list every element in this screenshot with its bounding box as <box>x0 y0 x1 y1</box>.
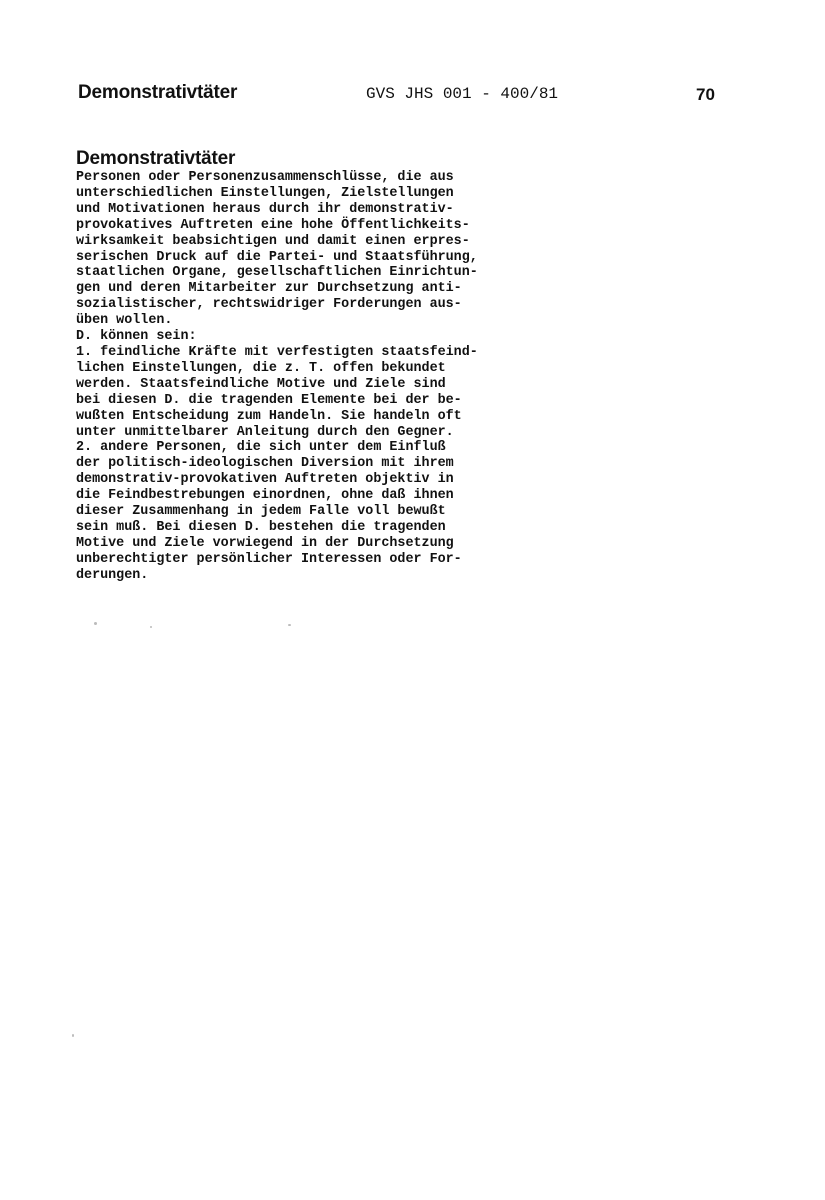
body-line: serischen Druck auf die Partei- und Staatsführung, <box>76 249 478 265</box>
body-line: sein muß. Bei diesen D. bestehen die tragenden <box>76 519 446 535</box>
running-header-title: Demonstrativtäter <box>78 82 238 103</box>
page-number: 70 <box>696 85 715 104</box>
body-line: 2. andere Personen, die sich unter dem Einfluß <box>76 440 446 456</box>
body-line: üben wollen. <box>76 313 173 329</box>
body-line: der politisch-ideologischen Diversion mit ihrem <box>76 456 454 472</box>
body-line: 1. feindliche Kräfte mit verfestigten staatsfeind- <box>76 344 478 360</box>
scan-speck <box>94 622 97 625</box>
entry-body <box>76 170 576 584</box>
body-line: unterschiedlichen Einstellungen, Zielstellungen <box>76 185 454 201</box>
body-line: D. können sein: <box>76 329 197 345</box>
scan-speck <box>72 1034 74 1037</box>
body-line: provokatives Auftreten eine hohe Öffentlichkeits- <box>76 217 470 233</box>
body-line: staatlichen Organe, gesellschaftlichen Einrichtun- <box>76 265 478 281</box>
body-line: werden. Staatsfeindliche Motive und Ziele sind <box>76 376 446 392</box>
body-line: wußten Entscheidung zum Handeln. Sie handeln oft <box>76 408 462 424</box>
scan-speck <box>150 626 152 628</box>
body-line: unter unmittelbarer Anleitung durch den Gegner. <box>76 424 454 440</box>
body-line: demonstrativ-provokativen Auftreten objektiv in <box>76 472 454 488</box>
body-line: und Motivationen heraus durch ihr demonstrativ- <box>76 201 454 217</box>
body-line: dieser Zusammenhang in jedem Falle voll bewußt <box>76 504 446 520</box>
body-line: lichen Einstellungen, die z. T. offen bekundet <box>76 360 446 376</box>
body-line: wirksamkeit beabsichtigen und damit einen erpres- <box>76 233 470 249</box>
document-reference: GVS JHS 001 - 400/81 <box>366 85 559 103</box>
body-line: unberechtigter persönlicher Interessen oder For- <box>76 551 462 567</box>
body-line: bei diesen D. die tragenden Elemente bei der be- <box>76 392 462 408</box>
body-line: sozialistischer, rechtswidriger Forderungen aus- <box>76 297 462 313</box>
body-line: derungen. <box>76 567 149 583</box>
body-line: die Feindbestrebungen einordnen, ohne daß ihnen <box>76 488 454 504</box>
body-line: Personen oder Personenzusammenschlüsse, die aus <box>76 170 454 185</box>
body-line: gen und deren Mitarbeiter zur Durchsetzung anti- <box>76 281 462 297</box>
entry-title: Demonstrativtäter <box>76 148 236 169</box>
body-line: Motive und Ziele vorwiegend in der Durchsetzung <box>76 535 454 551</box>
scan-speck <box>288 624 291 626</box>
